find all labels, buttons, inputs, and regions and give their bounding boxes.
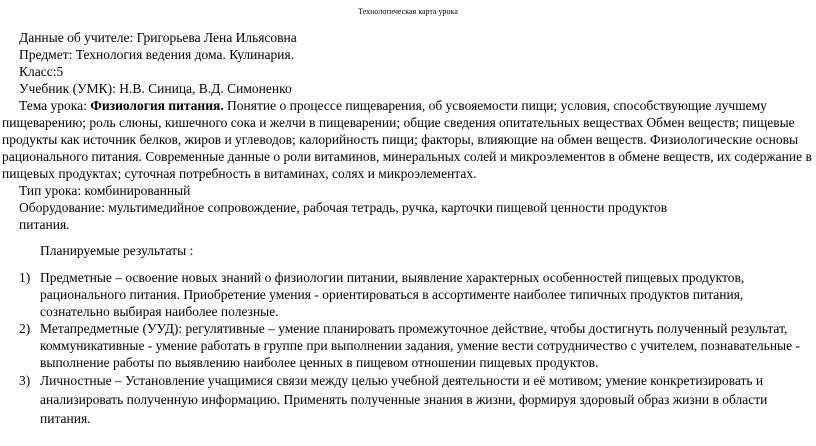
topic-label: Тема урока: (19, 98, 91, 113)
result-1-line-1: Предметные – освоение новых знаний о физиологии питании, выявление характерных особенностей пищевых продуктов, (40, 270, 745, 285)
result-2-line-2: коммуникативные - умение работать в группе при выполнении задания, умение вести сотрудничество с учителем, познавательные - (40, 338, 800, 353)
lesson-type: Тип урока: комбинированный (19, 183, 191, 198)
topic-line-5: пищевых продуктах; суточная потребность в витаминах, солях и микроэлементах. (2, 166, 477, 181)
topic-line-4: рационального питания. Современные данные о роли витаминов, минеральных солей и микроэлементов в обмене веществ, их содержание в (2, 149, 812, 164)
topic-text-1: Понятие о процессе пищеварения, об усвояемости пищи; условия, способствующие лучшему (223, 98, 767, 113)
result-2-line-3: выполнение работы по выявлению наиболее ценных в пищевом отношении пищевых продуктов. (40, 355, 599, 370)
topic-line-3: продукты как источник белков, жиров и углеводов; калорийность пищи; факторы, влияющие на обмен веществ. Физиологические основы (2, 132, 799, 147)
results-heading (40, 243, 193, 259)
grade-info: Класс:5 (19, 64, 64, 79)
topic-line-1 (19, 98, 767, 114)
equipment-line-2: питания. (19, 217, 70, 232)
result-2-line-1: Метапредметные (УУД): регулятивные – умение планировать промежуточное действие, чтобы достигнуть полученный результат, (40, 321, 788, 336)
result-3-line-2: анализировать полученную информацию. Применять полученные знания в жизни, формируя здоровый образ жизни в области (40, 392, 768, 407)
result-number: 2) (19, 321, 31, 336)
result-1-line-3: сознательно выбирая наиболее полезные. (40, 304, 279, 319)
result-number: 1) (19, 270, 31, 285)
topic-line-2: пищеварению; роль слюны, кишечного сока и желчи в пищеварении; общие сведения опитательных веществах Обмен веществ; пищевые (2, 115, 795, 130)
result-number: 3) (19, 373, 31, 388)
results-heading-text: Планируемые результаты : (40, 243, 194, 258)
subject-info: Предмет: Технология ведения дома. Кулинария. (19, 47, 295, 62)
teacher-info: Данные об учителе: Григорьева Лена Ильясовна (19, 30, 297, 45)
result-3-line-3: питания. (40, 411, 91, 426)
result-3-line-1: Личностные – Установление учащимися связи между целью учебной деятельности и её мотивом; умение конкретизировать и (40, 373, 764, 388)
document-title: Технологическая карта урока (358, 7, 458, 16)
textbook-info: Учебник (УМК): Н.В. Синица, В.Д. Симоненко (19, 81, 292, 96)
result-1-line-2: рационального питания. Приобретение умения - ориентироваться в ассортименте наиболее типичных продуктов питания, (40, 287, 744, 302)
topic-name: Физиология питания. (90, 98, 224, 113)
equipment-line-1: Оборудование: мультимедийное сопровождение, рабочая тетрадь, ручка, карточки пищевой ценности продуктов (19, 200, 668, 215)
